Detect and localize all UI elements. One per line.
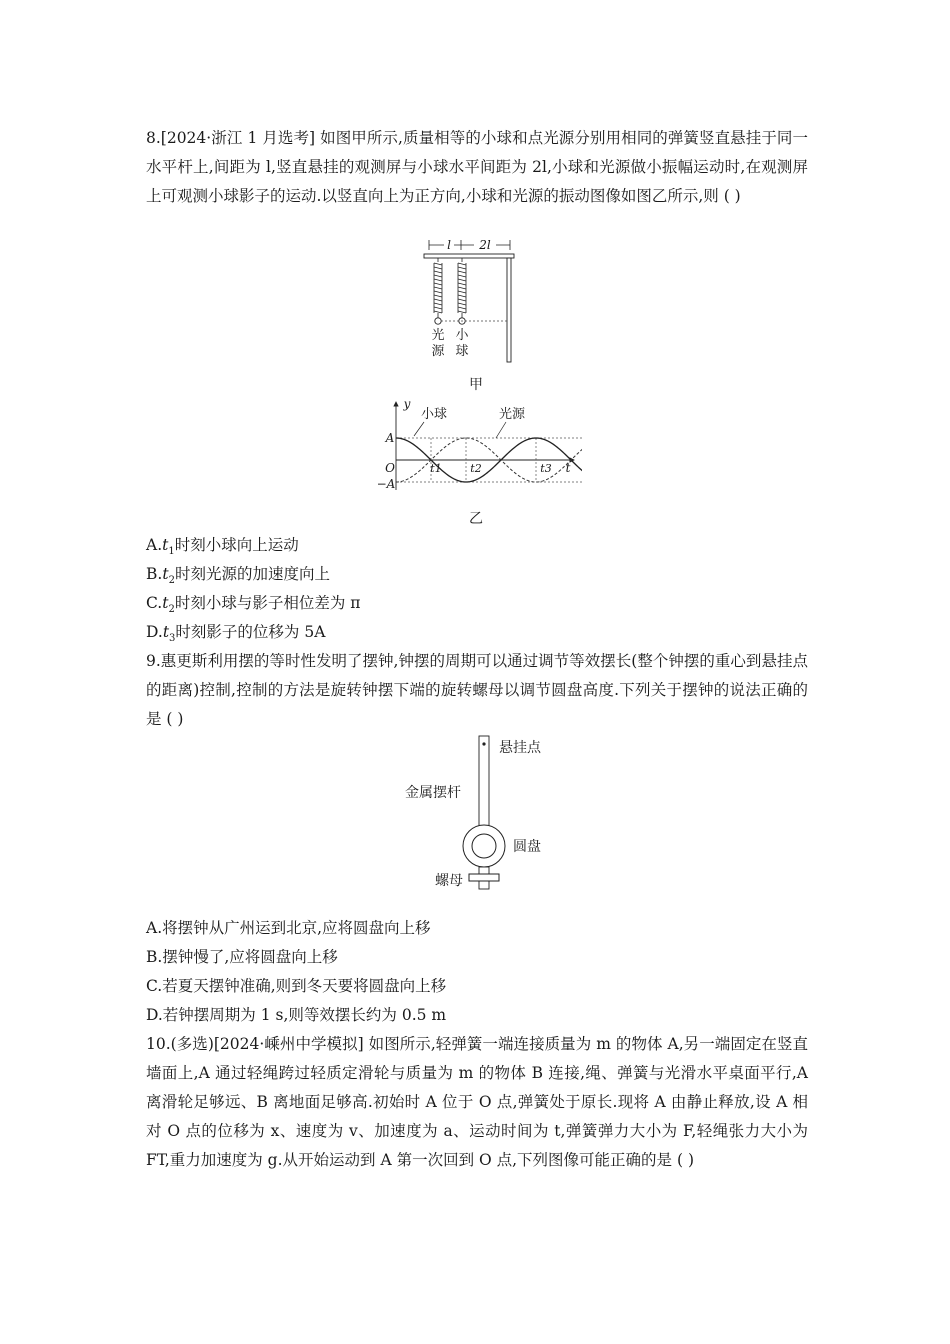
label-ball-2: 球 bbox=[455, 344, 469, 359]
q9-option-a[interactable]: A.将摆钟从广州运到北京,应将圆盘向上移 bbox=[146, 919, 431, 937]
q9-figure-pendulum bbox=[395, 730, 565, 896]
q8-option-c[interactable]: $C.t_2$时刻小球与影子相位差为 π bbox=[146, 594, 361, 616]
A-pos-label: A bbox=[385, 431, 395, 445]
q8-stem: 8.[2024·浙江 1 月选考] 如图甲所示,质量相等的小球和点光源分别用相同的弹簧竖直悬挂于同一水平杆上,间距为 l,竖直悬挂的观测屏与小球水平间距为 2l,小球和光源做小振幅运动时,在观测屏上可观测小球影子的运动.以竖直向上为正方向,小球和光源的振动图像如图乙所示,则 ( ) bbox=[146, 129, 808, 205]
legend-light: 光源 bbox=[498, 407, 526, 422]
A-neg-label: −A bbox=[376, 477, 396, 491]
label-light-1: 光 bbox=[431, 328, 445, 343]
q10-stem: 10.(多选)[2024·嵊州中学模拟] 如图所示,轻弹簧一端连接质量为 m 的物体 A,另一端固定在竖直墙面上,A 通过轻绳跨过轻质定滑轮与质量为 m 的物体 B 连接,绳、弹簧与光滑水平桌面平行,A 离滑轮足够远、B 离地面足够高.初始时 A 位于 O 点,弹簧处于原长.现将 A 由静止释放,设 A 相对 O 点的位移为 x、速度为 v、加速度为 a、运动时间为 t,弹簧弹力大小为 F,轻绳张力大小为 FT,重力加速度为 g.从开始运动到 A 第一次回到 O 点,下列图像可能正确的是 ( ) bbox=[146, 1035, 808, 1169]
legend-ball: 小球 bbox=[420, 407, 448, 422]
axis-y-label: y bbox=[403, 397, 411, 411]
q8-option-a[interactable]: $A.t_1$时刻小球向上运动 bbox=[146, 536, 299, 558]
axis-t-label: t bbox=[565, 461, 571, 475]
label-light-2: 源 bbox=[431, 344, 445, 359]
q8-option-b[interactable]: $B.t_2$时刻光源的加速度向上 bbox=[146, 565, 330, 587]
label-rod: 金属摆杆 bbox=[405, 785, 461, 801]
q8-option-d[interactable]: $D.t_3$时刻影子的位移为 5A bbox=[146, 623, 326, 645]
tick-t3: t3 bbox=[540, 462, 552, 475]
q9-option-c[interactable]: C.若夏天摆钟准确,则到冬天要将圆盘向上移 bbox=[146, 977, 447, 995]
origin-label: O bbox=[385, 461, 395, 475]
dim-l: l bbox=[447, 238, 451, 252]
caption-yi: 乙 bbox=[469, 511, 483, 527]
tick-t2: t2 bbox=[470, 462, 482, 475]
label-ball-1: 小 bbox=[455, 328, 469, 343]
tick-t1: t1 bbox=[430, 462, 442, 475]
caption-jia: 甲 bbox=[469, 377, 483, 393]
spring-light bbox=[434, 258, 442, 318]
nut bbox=[469, 874, 499, 881]
label-nut: 螺母 bbox=[435, 873, 463, 889]
q8-figure-yi bbox=[372, 396, 582, 496]
pivot-point bbox=[482, 742, 485, 745]
spring-ball bbox=[458, 258, 466, 318]
label-pivot: 悬挂点 bbox=[499, 740, 541, 756]
light-source bbox=[435, 318, 441, 324]
q9-stem: 9.惠更斯利用摆的等时性发明了摆钟,钟摆的周期可以通过调节等效摆长(整个钟摆的重心到悬挂点的距离)控制,控制的方法是旋转钟摆下端的旋转螺母以调节圆盘高度.下列关于摆钟的说法正确的是 ( ) bbox=[146, 652, 808, 728]
label-disk: 圆盘 bbox=[513, 839, 541, 855]
dim-2l: 2l bbox=[479, 238, 491, 252]
q9-option-b[interactable]: B.摆钟慢了,应将圆盘向上移 bbox=[146, 948, 338, 966]
q9-option-d[interactable]: D.若钟摆周期为 1 s,则等效摆长约为 0.5 m bbox=[146, 1006, 447, 1024]
q8-figure-jia bbox=[418, 236, 538, 366]
